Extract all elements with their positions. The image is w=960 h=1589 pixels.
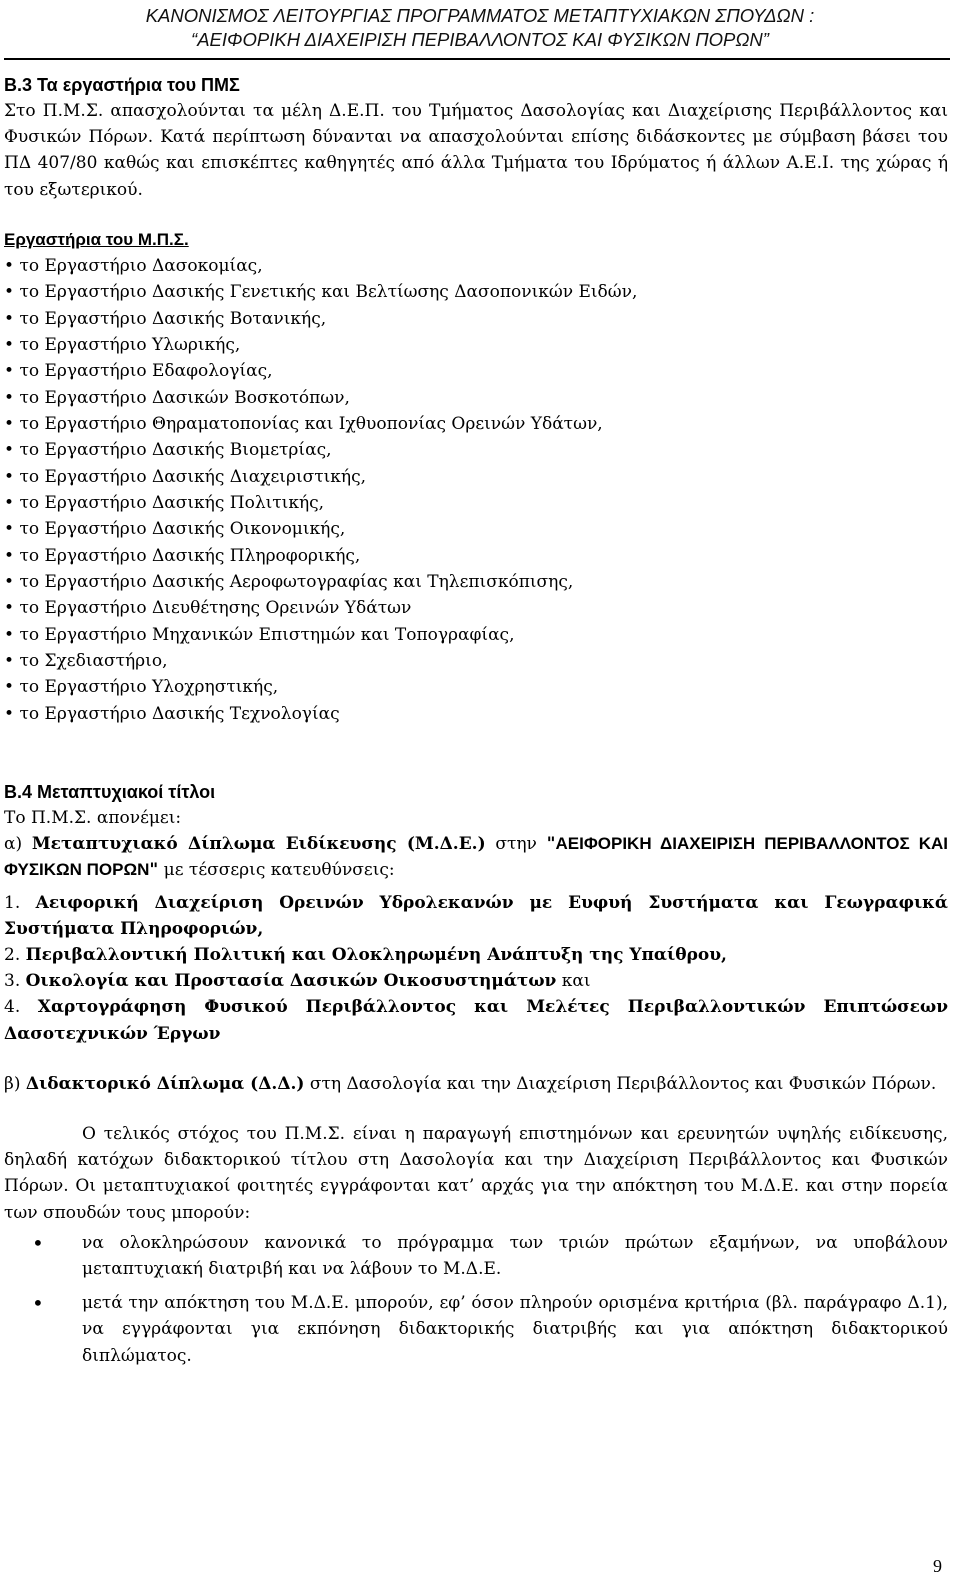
running-header bbox=[0, 4, 960, 52]
list-item: • το Εργαστήριο Υλοχρηστικής, bbox=[4, 674, 948, 700]
list-item: • το Εργαστήριο Δασικής Γενετικής και Βελτίωσης Δασοπονικών Ειδών, bbox=[4, 279, 948, 305]
list-item: • το Εργαστήριο Εδαφολογίας, bbox=[4, 358, 948, 384]
direction-number: 2. bbox=[4, 945, 26, 966]
list-item: • το Εργαστήριο Υλωρικής, bbox=[4, 332, 948, 358]
labs-list bbox=[4, 253, 948, 727]
list-item: • το Εργαστήριο Δασικής Διαχειριστικής, bbox=[4, 464, 948, 490]
degree-b-title: Διδακτορικό Δίπλωμα (Δ.Δ.) bbox=[25, 1073, 305, 1094]
degree-a-quote-open: " bbox=[546, 834, 556, 855]
goal-paragraph: Ο τελικός στόχος του Π.Μ.Σ. είναι η παραγωγή επιστημόνων και ερευνητών υψηλής ειδίκευσης, δηλαδή κατόχων διδακτορικού τίτλου στη Δασολογία και την Διαχείριση Περιβάλλοντος και Φυσικών Πόρων. Οι μεταπτυχιακοί φοιτητές εγγράφονται κατ’ αρχάς για την απόκτηση του Μ.Δ.Ε. και στην πορεία των σπουδών τους μπορούν: bbox=[4, 1124, 948, 1223]
list-item bbox=[4, 1290, 948, 1369]
list-item: • το Εργαστήριο Θηραματοπονίας και Ιχθυοπονίας Ορεινών Υδάτων, bbox=[4, 411, 948, 437]
list-item: • το Εργαστήριο Δασοκομίας, bbox=[4, 253, 948, 279]
direction-number: 1. bbox=[4, 892, 36, 913]
degree-a-quote-close: " bbox=[149, 860, 159, 881]
header-line-1: ΚΑΝΟΝΙΣΜΟΣ ΛΕΙΤΟΥΡΓΙΑΣ ΠΡΟΓΡΑΜΜΑΤΟΣ ΜΕΤΑΠΤΥΧΙΑΚΩΝ ΣΠΟΥΔΩΝ : bbox=[145, 5, 815, 26]
degree-a-mid: στην bbox=[485, 834, 547, 855]
direction-tail: και bbox=[556, 971, 591, 992]
list-item: • το Εργαστήριο Δασικών Βοσκοτόπων, bbox=[4, 385, 948, 411]
list-item: • το Εργαστήριο Δασικής Πολιτικής, bbox=[4, 490, 948, 516]
list-item: • το Εργαστήριο Δασικής Οικονομικής, bbox=[4, 516, 948, 542]
list-item-text: να ολοκληρώσουν κανονικά το πρόγραμμα των τριών πρώτων εξαμήνων, να υποβάλουν μεταπτυχιακή διατριβή και να λάβουν το Μ.Δ.Ε. bbox=[82, 1232, 948, 1280]
list-item: • το Εργαστήριο Διευθέτησης Ορεινών Υδάτων bbox=[4, 595, 948, 621]
list-item: • το Εργαστήριο Μηχανικών Επιστημών και Τοπογραφίας, bbox=[4, 622, 948, 648]
degree-a bbox=[4, 831, 948, 883]
list-item: • το Εργαστήριο Δασικής Αεροφωτογραφίας και Τηλεπισκόπισης, bbox=[4, 569, 948, 595]
list-item: • το Σχεδιαστήριο, bbox=[4, 648, 948, 674]
degree-b-rest: στη Δασολογία και την Διαχείριση Περιβάλλοντος και Φυσικών Πόρων. bbox=[304, 1073, 937, 1094]
list-item: • το Εργαστήριο Δασικής Βιομετρίας, bbox=[4, 437, 948, 463]
degree-a-suffix: με τέσσερις κατευθύνσεις: bbox=[158, 860, 395, 881]
degree-a-prefix: α) bbox=[4, 834, 32, 855]
list-item-text: μετά την απόκτηση του Μ.Δ.Ε. μπορούν, εφ’ όσον πληρούν ορισμένα κριτήρια (βλ. παράγραφο Δ.1), να εγγράφονται για εκπόνηση διδακτορικής διατριβής και για απόκτηση διδακτορικού διπλώματος. bbox=[82, 1293, 948, 1366]
section-b3-heading: Β.3 Τα εργαστήρια του ΠΜΣ bbox=[4, 75, 240, 95]
list-item: • το Εργαστήριο Δασικής Βοτανικής, bbox=[4, 306, 948, 332]
titles-intro: Το Π.Μ.Σ. απονέμει: bbox=[4, 808, 182, 828]
direction-text: Οικολογία και Προστασία Δασικών Οικοσυστημάτων bbox=[25, 971, 557, 992]
direction-text: Αειφορική Διαχείριση Ορεινών Υδρολεκανών με Ευφυή Συστήματα και Γεωγραφικά Συστήματα Πληροφοριών, bbox=[4, 892, 948, 939]
direction-number: 3. bbox=[4, 971, 26, 992]
page-number: 9 bbox=[933, 1556, 942, 1576]
list-item: • το Εργαστήριο Δασικής Τεχνολογίας bbox=[4, 701, 948, 727]
program-name: ΑΕΙΦΟΡΙΚΗ ΔΙΑΧΕΙΡΙΣΗ ΠΕΡΙΒΑΛΛΟΝΤΟΣ ΚΑΙ ΦΥΣΙΚΩΝ ΠΟΡΩΝ bbox=[4, 834, 948, 880]
direction-text: Περιβαλλοντική Πολιτική και Ολοκληρωμένη Ανάπτυξη της Υπαίθρου, bbox=[25, 945, 727, 966]
direction-item bbox=[4, 968, 948, 994]
list-item: • το Εργαστήριο Δασικής Πληροφορικής, bbox=[4, 543, 948, 569]
bullet-icon: • bbox=[32, 1291, 44, 1316]
degree-b bbox=[4, 1071, 948, 1097]
direction-item bbox=[4, 890, 948, 942]
section-b4-heading: Β.4 Μεταπτυχιακοί τίτλοι bbox=[4, 782, 216, 802]
labs-title: Εργαστήρια του Μ.Π.Σ. bbox=[4, 229, 189, 249]
page-body bbox=[4, 72, 948, 1369]
list-item bbox=[4, 1230, 948, 1282]
direction-text: Χαρτογράφηση Φυσικού Περιβάλλοντος και Μελέτες Περιβαλλοντικών Επιπτώσεων Δασοτεχνικών Έργων bbox=[4, 997, 948, 1044]
section-b3-paragraph: Στο Π.Μ.Σ. απασχολούνται τα μέλη Δ.Ε.Π. του Τμήματος Δασολογίας και Διαχείρισης Περιβάλλοντος και Φυσικών Πόρων. Κατά περίπτωση δύνανται να απασχολούνται επίσης διδάσκοντες με σύμβαση βάσει του ΠΔ 407/80 καθώς και επισκέπτες καθηγητές από άλλα Τμήματα του Ιδρύματος ή άλλων Α.Ε.Ι. της χώρας ή του εξωτερικού. bbox=[4, 101, 948, 200]
header-line-2: “ΑΕΙΦΟΡΙΚΗ ΔΙΑΧΕΙΡΙΣΗ ΠΕΡΙΒΑΛΛΟΝΤΟΣ ΚΑΙ ΦΥΣΙΚΩΝ ΠΟΡΩΝ” bbox=[191, 29, 769, 50]
header-rule bbox=[4, 58, 950, 60]
options-list bbox=[4, 1230, 948, 1369]
direction-item bbox=[4, 994, 948, 1046]
degree-a-title: Μεταπτυχιακό Δίπλωμα Ειδίκευσης (Μ.Δ.Ε.) bbox=[31, 834, 486, 855]
direction-item bbox=[4, 942, 948, 968]
direction-number: 4. bbox=[4, 997, 38, 1018]
degree-b-prefix: β) bbox=[4, 1073, 26, 1094]
bullet-icon: • bbox=[32, 1230, 44, 1255]
